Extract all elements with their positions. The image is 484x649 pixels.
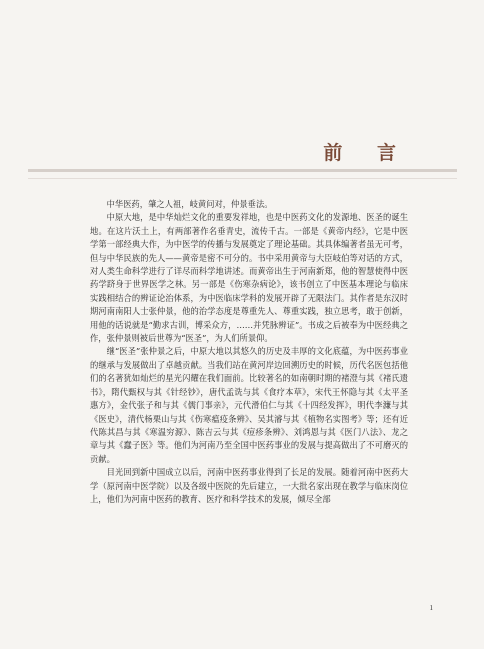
preface-body: [90, 198, 408, 608]
paragraph-3: 继“医圣”张仲景之后，中原大地以其悠久的历史及丰厚的文化底蕴，为中医药事业的继承与发展做出了卓越贡献。当我们站在黄河岸边回溯历史的时候，历代名医包括他们的名著犹如灿烂的星光闪耀在我们面前。比较著名的如南朝时期的褚澄与其《褚氏遗书》，隋代甄权与其《针经钞》，唐代孟诜与其《食疗本草》，宋代王怀隐与其《太平圣惠方》，金代张子和与其《儒门事亲》，元代滑伯仁与其《十四经发挥》，明代李濂与其《医史》，清代杨栗山与其《伤寒瘟疫条辨》、吴其濬与其《植物名实图考》等；还有近代陈其昌与其《寒温穷源》、陈吉云与其《痘疹条辨》、刘鸿恩与其《医门八法》、龙之章与其《蠢子医》等。他们为河南乃至全国中医药事业的发展与提高做出了不可磨灭的贡献。: [90, 346, 408, 464]
title-divider-thin: [28, 178, 457, 179]
paragraph-4: 目光回到新中国成立以后，河南中医药事业得到了长足的发展。随着河南中医药大学（原河南中医学院）以及各级中医院的先后建立，一大批名家出现在教学与临床岗位上，他们为河南中医药的教育、医疗和科学技术的发展，倾尽全部: [90, 467, 408, 504]
paragraph-2: 中原大地，是中华灿烂文化的重要发祥地，也是中医药文化的发源地、医圣的诞生地。在这片沃土上，有两部著作名垂青史，流传千古。一部是《黄帝内经》，它是中医学第一部经典大作，为中医学的传播与发展奠定了理论基础。其具体编著者虽无可考，但与中华民族的先人——黄帝是密不可分的。书中采用黄帝与大臣岐伯等对话的方式，对人类生命科学进行了详尽而科学地讲述。而黄帝出生于河南新郑，他的智慧使得中医药学跻身于世界医学之林。另一部是《伤寒杂病论》，该书创立了中医基本理论与临床实践相结合的辨证论治体系，为中医临床学科的发展开辟了无限法门。其作者是东汉时期河南南阳人士张仲景，他的治学态度是尊重先人、尊重实践，独立思考，敢于创新，用他的话说就是“勤求古训，博采众方，……并凭脉辨证”。书成之后被奉为中医经典之作，张仲景则被后世尊为“医圣”，为人们所景仰。: [90, 212, 408, 344]
page-title: 前 言: [323, 142, 410, 164]
paragraph-1: 中华医药，肇之人祖，岐黄问对，仲景垂法。: [106, 199, 273, 209]
page-number: 1: [429, 604, 433, 612]
title-divider-thick: [28, 169, 457, 172]
